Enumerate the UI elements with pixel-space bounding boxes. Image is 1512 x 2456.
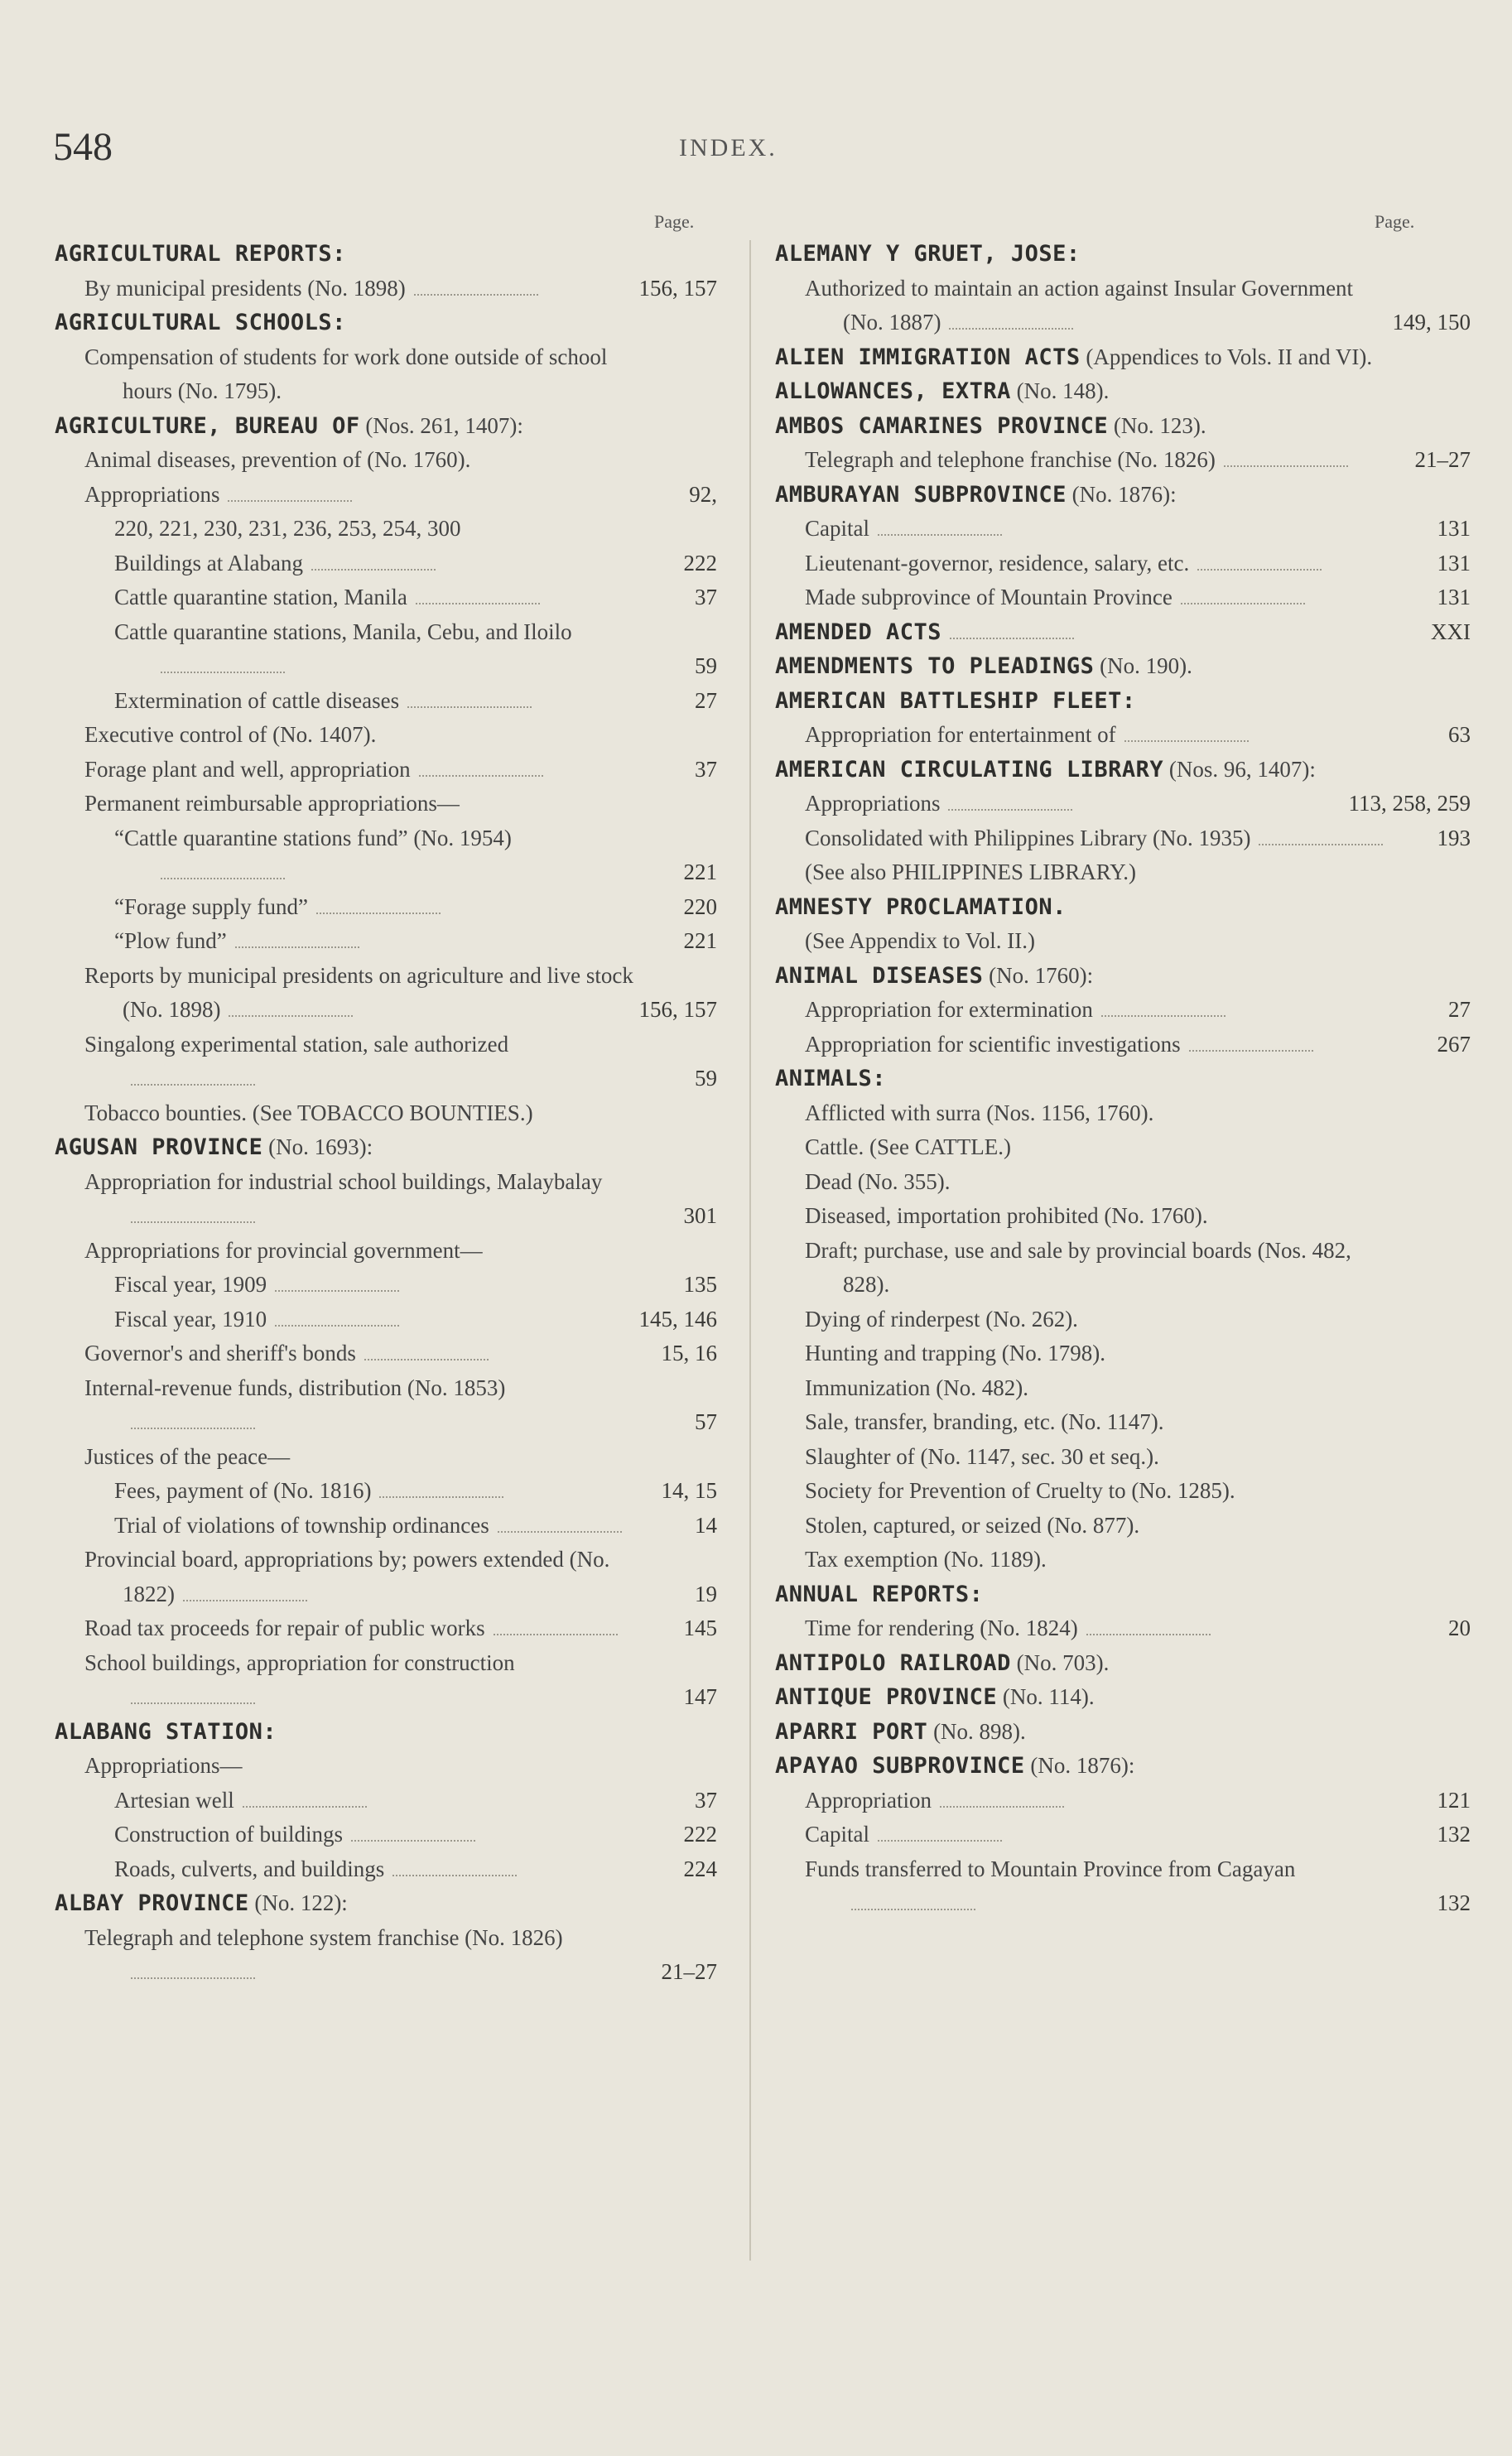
entry-reference: Trial of violations of township ordinances (114, 1512, 489, 1538)
index-entry (775, 718, 1471, 753)
entry-page-ref: 121 (1437, 1787, 1471, 1813)
index-entry (775, 615, 1471, 650)
index-entry (55, 615, 717, 684)
index-entry (55, 1268, 717, 1303)
index-entry (775, 1062, 1471, 1096)
index-entry (775, 684, 1471, 719)
entry-page-ref: 113, 258, 259 (1348, 791, 1471, 816)
entry-reference: Extermination of cattle diseases (114, 687, 400, 713)
index-entry (775, 821, 1471, 856)
entry-reference: Fiscal year, 1910 (114, 1306, 267, 1332)
index-entry (55, 1611, 717, 1646)
entry-reference: (No. 1876): (1066, 481, 1177, 507)
entry-page-ref: 222 (683, 550, 717, 575)
entry-reference: Forage plant and well, appropriation (84, 756, 411, 782)
entry-page-ref: 131 (1437, 585, 1471, 609)
entry-page-ref: 63 (1448, 722, 1471, 747)
dot-leader (243, 1798, 367, 1808)
entry-reference: Consolidated with Philippines Library (No. 1935) (805, 825, 1251, 850)
entry-reference: Appropriations (805, 791, 941, 816)
entry-reference: Governor's and sheriff's bonds (84, 1341, 356, 1365)
index-entry (775, 443, 1471, 478)
entry-heading: ALBAY PROVINCE (55, 1890, 249, 1916)
entry-reference: (No. 1760): (983, 962, 1094, 988)
dot-leader (228, 492, 352, 502)
dot-leader (392, 1866, 517, 1876)
index-entry (775, 237, 1471, 272)
entry-page-ref: 15, 16 (661, 1341, 717, 1365)
entry-reference: (No. 898). (927, 1718, 1026, 1744)
entry-reference: Society for Prevention of Cruelty to (No. 1285). (805, 1478, 1235, 1503)
index-entry (55, 753, 717, 787)
entry-reference: Appropriation for extermination (805, 997, 1093, 1022)
index-entry (775, 272, 1471, 340)
entry-reference: Compensation of students for work done outside of school hours (No. 1795). (84, 344, 608, 403)
index-entry (55, 580, 717, 615)
index-entry (55, 237, 717, 272)
entry-reference: Singalong experimental station, sale authorized (84, 1031, 509, 1057)
index-entry (775, 649, 1471, 684)
entry-reference: Fees, payment of (No. 1816) (114, 1478, 372, 1503)
entry-reference: Time for rendering (No. 1824) (805, 1616, 1078, 1640)
dot-leader (131, 1969, 255, 1979)
index-entry (55, 1336, 717, 1371)
entry-page-ref: 267 (1437, 1031, 1471, 1057)
entry-page-ref: 21–27 (661, 1959, 717, 1984)
entry-reference: (No. 114). (997, 1684, 1095, 1709)
entry-page-ref: 132 (1437, 1822, 1471, 1847)
index-entry (775, 855, 1471, 890)
entry-reference: Sale, transfer, branding, etc. (No. 1147). (805, 1409, 1164, 1434)
index-entry (55, 1818, 717, 1852)
index-entry (775, 1715, 1471, 1750)
entry-page-ref: 14, 15 (661, 1478, 717, 1503)
entry-page-ref: 27 (1448, 997, 1471, 1022)
entry-reference: (No. 123). (1108, 412, 1206, 438)
dot-leader (364, 1351, 489, 1360)
entry-heading: AMBOS CAMARINES PROVINCE (775, 412, 1109, 439)
entry-reference: Appropriations— (84, 1753, 243, 1778)
index-entry (775, 1852, 1471, 1921)
dot-leader (131, 1076, 255, 1086)
dot-leader (940, 1798, 1064, 1808)
entry-page-ref: 59 (695, 1066, 717, 1091)
entry-page-ref: 92, (689, 481, 717, 507)
index-entry (775, 753, 1471, 787)
entry-reference: (Nos. 96, 1407): (1163, 756, 1316, 782)
entry-reference: Hunting and trapping (No. 1798). (805, 1341, 1105, 1365)
dot-leader (1197, 561, 1322, 571)
entry-heading: AMENDED ACTS (775, 619, 942, 645)
entry-reference: Lieutenant-governor, residence, salary, etc. (805, 550, 1190, 575)
index-entry (775, 1234, 1471, 1303)
entry-page-ref: 224 (683, 1856, 717, 1881)
entry-page-ref: 221 (683, 860, 717, 884)
entry-heading: AGUSAN PROVINCE (55, 1134, 263, 1160)
index-entry (55, 718, 717, 753)
index-entry (55, 1784, 717, 1818)
index-entry (55, 959, 717, 1028)
entry-reference: Telegraph and telephone system franchise (No. 1826) (84, 1924, 563, 1950)
index-entry (775, 1440, 1471, 1475)
index-entry (55, 1096, 717, 1131)
entry-reference: Appropriation for entertainment of (805, 722, 1116, 747)
entry-reference: Appropriation for industrial school buildings, Malaybalay (84, 1168, 603, 1194)
entry-page-ref: 37 (695, 756, 717, 782)
index-entry (55, 1886, 717, 1921)
entry-page-ref: 156, 157 (638, 275, 717, 301)
index-entry (775, 959, 1471, 994)
index-entry (55, 340, 717, 409)
dot-leader (1224, 457, 1348, 467)
index-entry (55, 443, 717, 478)
index-entry (55, 1028, 717, 1096)
entry-reference: Artesian well (114, 1787, 234, 1813)
entry-reference: Construction of buildings (114, 1822, 343, 1847)
entry-reference: Executive control of (No. 1407). (84, 722, 377, 747)
index-entry (55, 1234, 717, 1269)
entry-heading: AGRICULTURAL SCHOOLS: (55, 310, 346, 335)
entry-reference: (See also PHILIPPINES LIBRARY.) (805, 860, 1137, 884)
index-entry (55, 1440, 717, 1475)
entry-page-ref: 147 (683, 1684, 717, 1709)
entry-reference: Cattle. (See CATTLE.) (805, 1134, 1011, 1159)
dot-leader (416, 595, 540, 604)
index-entry (55, 924, 717, 959)
index-entry (55, 821, 717, 890)
dot-leader (1259, 836, 1383, 845)
entry-page-ref: 20 (1448, 1616, 1471, 1640)
entry-heading: ANNUAL REPORTS: (775, 1581, 984, 1607)
dot-leader (851, 1900, 975, 1910)
entry-page-ref: 14 (695, 1512, 717, 1538)
index-entry (775, 1130, 1471, 1165)
dot-leader (161, 663, 285, 673)
index-entry (55, 1715, 717, 1750)
index-entry (55, 1749, 717, 1784)
index-entry (775, 924, 1471, 959)
entry-page-ref: 193 (1437, 825, 1471, 850)
column-divider (749, 240, 751, 2261)
dot-leader (131, 1213, 255, 1223)
entry-heading: AMERICAN CIRCULATING LIBRARY (775, 756, 1164, 783)
entry-reference: Authorized to maintain an action against Insular Government (No. 1887) (805, 275, 1354, 335)
right-index-column (775, 237, 1471, 1921)
entry-reference: (See Appendix to Vol. II.) (805, 928, 1035, 953)
index-entry (55, 1303, 717, 1337)
entry-reference: Cattle quarantine stations, Manila, Cebu, and Iloilo (114, 619, 572, 644)
entry-reference: Dying of rinderpest (No. 262). (805, 1306, 1078, 1332)
entry-page-ref: 301 (683, 1203, 717, 1228)
dot-leader (131, 1419, 255, 1429)
dot-leader (498, 1523, 622, 1533)
entry-reference: Road tax proceeds for repair of public works (84, 1616, 485, 1640)
entry-reference: Justices of the peace— (84, 1443, 291, 1469)
left-index-column (55, 237, 717, 1990)
entry-page-ref: 59 (695, 653, 717, 678)
index-entry (775, 409, 1471, 444)
entry-reference: Internal-revenue funds, distribution (No. 1853) (84, 1375, 506, 1400)
index-entry (775, 787, 1471, 821)
index-entry (55, 1921, 717, 1990)
entry-reference: Funds transferred to Mountain Province from Cagayan (805, 1856, 1296, 1881)
index-entry (775, 1646, 1471, 1681)
entry-reference: School buildings, appropriation for construction (84, 1649, 515, 1675)
index-entry (775, 1680, 1471, 1715)
entry-reference: By municipal presidents (No. 1898) (84, 275, 406, 301)
entry-page-ref: 131 (1437, 550, 1471, 575)
index-entry (55, 306, 717, 340)
index-entry (775, 1749, 1471, 1784)
index-entry (775, 478, 1471, 513)
entry-page-ref: 156, 157 (638, 997, 717, 1022)
entry-heading: ALEMANY Y GRUET, JOSE: (775, 241, 1081, 267)
entry-heading: ANIMAL DISEASES (775, 962, 984, 989)
index-entry (55, 787, 717, 821)
entry-reference: Buildings at Alabang (114, 550, 303, 575)
entry-page-ref: 145 (683, 1616, 717, 1640)
entry-reference: Fiscal year, 1909 (114, 1272, 267, 1297)
entry-reference: (No. 148). (1010, 378, 1110, 403)
index-entry (775, 1611, 1471, 1646)
dot-leader (311, 561, 436, 571)
index-entry (775, 1303, 1471, 1337)
dot-leader (950, 629, 1074, 639)
dot-leader (183, 1592, 307, 1601)
index-entry (775, 1818, 1471, 1852)
index-entry (775, 1577, 1471, 1612)
index-entry (775, 1199, 1471, 1234)
dot-leader (379, 1488, 503, 1498)
index-entry (775, 890, 1471, 925)
entry-reference: Roads, culverts, and buildings (114, 1856, 385, 1881)
entry-reference: Slaughter of (No. 1147, sec. 30 et seq.). (805, 1443, 1159, 1469)
index-entry (775, 340, 1471, 375)
page-number: 548 (53, 125, 113, 169)
left-page-column-label: Page. (654, 211, 695, 232)
index-entry (775, 1028, 1471, 1062)
entry-reference: Stolen, captured, or seized (No. 877). (805, 1512, 1140, 1538)
dot-leader (419, 767, 543, 777)
entry-reference: Tobacco bounties. (See TOBACCO BOUNTIES.) (84, 1100, 533, 1125)
index-entry (775, 547, 1471, 581)
index-entry (775, 1165, 1471, 1200)
index-entry (55, 1509, 717, 1543)
dot-leader (1124, 732, 1249, 742)
entry-page-ref: 57 (695, 1409, 717, 1434)
entry-page-ref: 135 (683, 1272, 717, 1297)
index-entry (775, 580, 1471, 615)
index-entry (55, 478, 717, 513)
entry-page-ref: 21–27 (1414, 447, 1471, 472)
index-entry (55, 512, 717, 547)
entry-page-ref: 37 (695, 585, 717, 609)
index-entry (55, 890, 717, 925)
dot-leader (407, 698, 532, 708)
entry-reference: (Appendices to Vols. II and VI). (1080, 344, 1373, 369)
entry-reference: (No. 190). (1094, 653, 1192, 678)
index-entry (55, 1165, 717, 1234)
entry-page-ref: 37 (695, 1787, 717, 1813)
entry-page-ref: 221 (683, 928, 717, 953)
entry-page-ref: 220 (683, 893, 717, 919)
dot-leader (878, 526, 1002, 536)
entry-heading: AMERICAN BATTLESHIP FLEET: (775, 687, 1136, 714)
dot-leader (131, 1694, 255, 1704)
entry-reference: “Plow fund” (114, 928, 227, 953)
index-entry (55, 1543, 717, 1611)
entry-reference: Animal diseases, prevention of (No. 1760). (84, 447, 471, 472)
right-page-column-label: Page. (1375, 211, 1415, 232)
entry-reference: Diseased, importation prohibited (No. 1760). (805, 1203, 1208, 1228)
entry-page-ref: 27 (695, 687, 717, 713)
dot-leader (1189, 1042, 1313, 1052)
entry-reference: Appropriation (805, 1787, 932, 1813)
entry-heading: AGRICULTURE, BUREAU OF (55, 412, 360, 439)
dot-leader (316, 904, 441, 914)
index-entry (55, 1474, 717, 1509)
entry-reference: (No. 122): (248, 1890, 348, 1915)
dot-leader (235, 938, 359, 948)
dot-leader (229, 1007, 353, 1017)
entry-heading: APAYAO SUBPROVINCE (775, 1753, 1025, 1779)
entry-heading: APARRI PORT (775, 1718, 928, 1745)
entry-reference: (No. 1876): (1024, 1753, 1135, 1778)
dot-leader (1101, 1007, 1225, 1017)
dot-leader (878, 1832, 1002, 1842)
index-entry (55, 272, 717, 306)
entry-reference: Draft; purchase, use and sale by provincial boards (Nos. 482, 828). (805, 1237, 1351, 1297)
entry-reference: Dead (No. 355). (805, 1168, 951, 1194)
dot-leader (161, 869, 285, 879)
dot-leader (275, 1317, 399, 1327)
running-head: INDEX. (679, 134, 778, 161)
dot-leader (949, 320, 1073, 330)
index-entry (775, 1405, 1471, 1440)
entry-page-ref: XXI (1431, 619, 1471, 644)
entry-page-ref: 149, 150 (1392, 310, 1471, 335)
index-entry (55, 409, 717, 444)
entry-heading: AMENDMENTS TO PLEADINGS (775, 653, 1095, 679)
entry-reference: (Nos. 261, 1407): (359, 412, 523, 438)
index-entry (775, 512, 1471, 547)
entry-heading: AGRICULTURAL REPORTS: (55, 241, 346, 267)
entry-reference: Afflicted with surra (Nos. 1156, 1760). (805, 1100, 1154, 1125)
entry-page-ref: 19 (695, 1581, 717, 1606)
entry-reference: Made subprovince of Mountain Province (805, 585, 1173, 609)
entry-reference: “Forage supply fund” (114, 893, 308, 919)
index-entry (775, 1784, 1471, 1818)
entry-reference: Telegraph and telephone franchise (No. 1826) (805, 447, 1216, 472)
index-entry (775, 993, 1471, 1028)
entry-reference: “Cattle quarantine stations fund” (No. 1954) (114, 825, 512, 850)
entry-page-ref: 131 (1437, 516, 1471, 541)
index-entry (775, 1543, 1471, 1577)
entry-reference: Capital (805, 516, 869, 541)
index-entry (775, 1371, 1471, 1406)
dot-leader (1086, 1625, 1211, 1635)
entry-reference: Appropriation for scientific investigations (805, 1031, 1181, 1057)
entry-reference: Cattle quarantine station, Manila (114, 585, 407, 609)
entry-page-ref: 145, 146 (638, 1306, 717, 1332)
dot-leader (494, 1625, 618, 1635)
index-entry (55, 684, 717, 719)
entry-heading: ALIEN IMMIGRATION ACTS (775, 344, 1081, 370)
index-entry (775, 1336, 1471, 1371)
entry-heading: ANIMALS: (775, 1066, 887, 1091)
entry-heading: ALLOWANCES, EXTRA (775, 378, 1011, 404)
index-entry (55, 547, 717, 581)
index-entry (775, 1474, 1471, 1509)
index-entry (55, 1852, 717, 1887)
entry-reference: Provincial board, appropriations by; powers extended (No. 1822) (84, 1547, 610, 1606)
entry-reference: Appropriations (84, 481, 220, 507)
entry-page-ref: 132 (1437, 1890, 1471, 1915)
entry-heading: ALABANG STATION: (55, 1718, 277, 1745)
entry-reference: Capital (805, 1822, 869, 1847)
entry-reference: Appropriations for provincial government— (84, 1237, 483, 1263)
index-entry (55, 1130, 717, 1165)
index-entry (775, 1096, 1471, 1131)
dot-leader (275, 1282, 399, 1292)
entry-heading: AMNESTY PROCLAMATION. (775, 893, 1067, 920)
entry-reference: Tax exemption (No. 1189). (805, 1547, 1047, 1572)
entry-reference: (No. 703). (1010, 1649, 1110, 1675)
index-entry (775, 374, 1471, 409)
dot-leader (948, 801, 1072, 811)
dot-leader (351, 1832, 475, 1842)
entry-page-ref: 222 (683, 1822, 717, 1847)
entry-reference: 220, 221, 230, 231, 236, 253, 254, 300 (114, 516, 461, 541)
entry-heading: ANTIPOLO RAILROAD (775, 1649, 1011, 1676)
dot-leader (1181, 595, 1305, 604)
index-entry (775, 1509, 1471, 1543)
index-entry (55, 1371, 717, 1440)
entry-reference: Immunization (No. 482). (805, 1375, 1028, 1400)
dot-leader (414, 286, 538, 296)
entry-heading: ANTIQUE PROVINCE (775, 1684, 998, 1710)
entry-heading: AMBURAYAN SUBPROVINCE (775, 481, 1067, 508)
entry-reference: (No. 1693): (262, 1134, 373, 1159)
entry-reference: Permanent reimbursable appropriations— (84, 791, 460, 816)
index-entry (55, 1646, 717, 1715)
entry-reference: Reports by municipal presidents on agriculture and live stock (No. 1898) (84, 962, 633, 1022)
